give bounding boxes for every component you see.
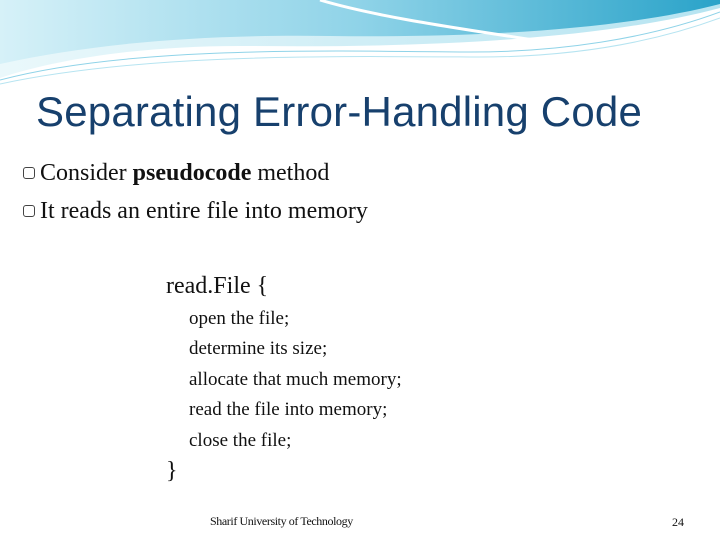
- code-body: [166, 304, 402, 456]
- bullet-item: [20, 154, 368, 192]
- code-line: open the file;: [189, 308, 290, 329]
- bullet-item: [20, 192, 368, 230]
- pseudocode-block: [166, 268, 402, 484]
- slide-number: 24: [672, 515, 684, 529]
- header-wave-decoration: [0, 0, 720, 90]
- bullet-text: It reads an entire file into memory: [40, 198, 368, 224]
- bullet-list: [20, 154, 368, 230]
- code-line: close the file;: [189, 429, 292, 451]
- bullet-text: method: [251, 160, 330, 186]
- bullet-emphasis: pseudocode: [132, 160, 252, 186]
- slide-title: Separating Error-Handling Code: [36, 88, 642, 135]
- code-line: allocate that much memory;: [189, 368, 402, 390]
- code-line: determine its size;: [189, 338, 328, 360]
- bullet-text: Consider: [40, 160, 133, 186]
- bullet-icon: [20, 164, 38, 182]
- bullet-icon: [20, 202, 38, 220]
- code-closing-brace: }: [166, 458, 178, 484]
- code-line: read the file into memory;: [189, 399, 388, 421]
- code-opening-line: read.File {: [166, 273, 269, 299]
- footer-organization: Sharif University of Technology: [210, 514, 353, 528]
